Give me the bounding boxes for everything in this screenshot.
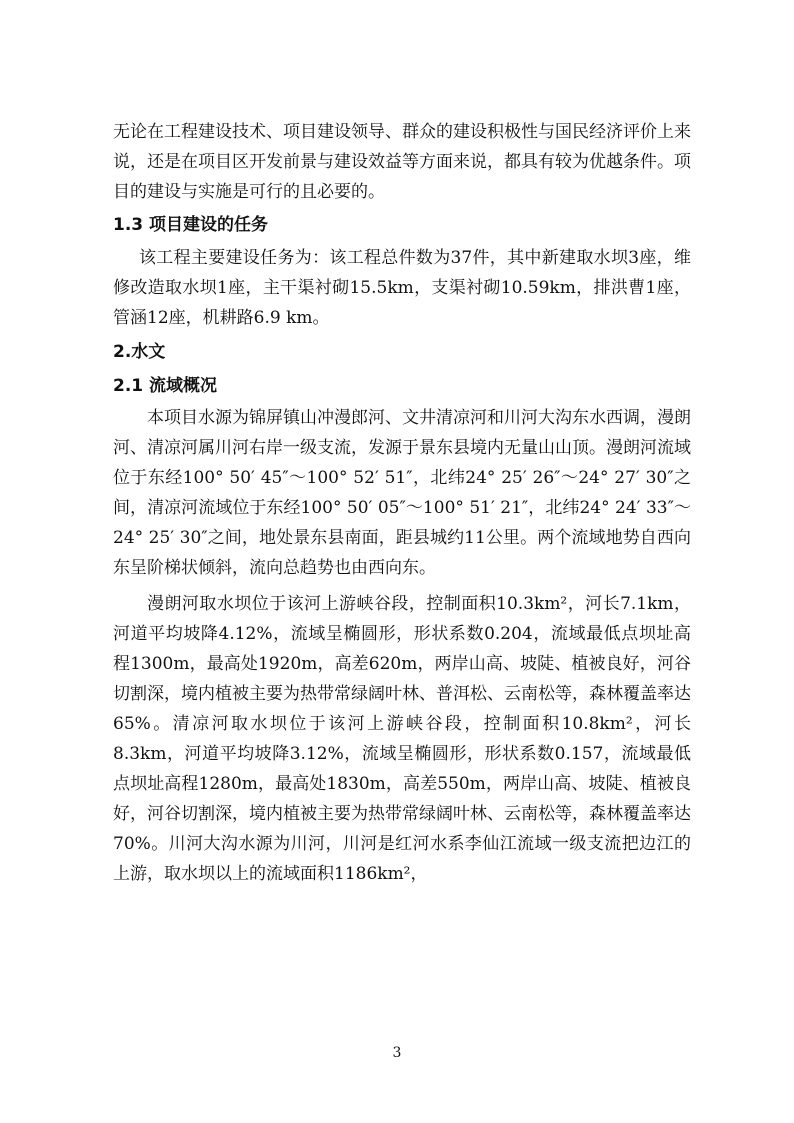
dam-details-paragraph: 漫朗河取水坝位于该河上游峡谷段，控制面积10.3km²，河长7.1km，河道平均坡降4.12%，流域呈椭圆形，形状系数0.204，流域最低点坝址高程1300m，最高处1920m，高差620m，两岸山高、坡陡、植被良好，河谷切割深，境内植被主要为热带常绿阔叶林、普洱松、云南松等，森林覆盖率达65%。清凉河取水坝位于该河上游峡谷段，控制面积10.8km²，河长8.3km，河道平均坡降3.12%，流域呈椭圆形，形状系数0.157，流域最低点坝址高程1280m，最高处1830m，高差550m，两岸山高、坡陡、植被良好，河谷切割深，境内植被主要为热带常绿阔叶林、云南松等，森林覆盖率达70%。川河大沟水源为川河，川河是红河水系李仙江流域一级支流把边江的上游，取水坝以上的流域面积1186km²， [113, 594, 691, 884]
tasks-paragraph: 该工程主要建设任务为：该工程总件数为37件，其中新建取水坝3座，维修改造取水坝1座，主干渠衬砌15.5km，支渠衬砌10.59km，排洪曹1座，管涵12座，机耕路6.9 km。 [113, 248, 691, 328]
page-body [113, 117, 691, 889]
basin-overview-paragraph: 本项目水源为锦屏镇山冲漫郎河、文井清凉河和川河大沟东水西调，漫朗河、清凉河属川河右岸一级支流，发源于景东县境内无量山山顶。漫朗河流域位于东经100° 50′ 45″～100° 52′ 51″，北纬24° 25′ 26″～24° 27′ 30″之间，清凉河流域位于东经100° 50′ 05″～100° 51′ 21″，北纬24° 24′ 33″～24° 25′ 30″之间，地处景东县南面，距县城约11公里。两个流域地势自西向东呈阶梯状倾斜，流向总趋势也由西向东。 [113, 408, 691, 578]
section-heading-2-1: 2.1 流域概况 [113, 376, 218, 396]
section-heading-2: 2.水文 [113, 342, 166, 362]
section-heading-1-3: 1.3 项目建设的任务 [113, 215, 269, 235]
page-number: 3 [392, 1045, 402, 1061]
intro-paragraph: 无论在工程建设技术、项目建设领导、群众的建设积极性与国民经济评价上来说，还是在项目区开发前景与建设效益等方面来说，都具有较为优越条件。项目的建设与实施是可行的且必要的。 [113, 122, 691, 202]
